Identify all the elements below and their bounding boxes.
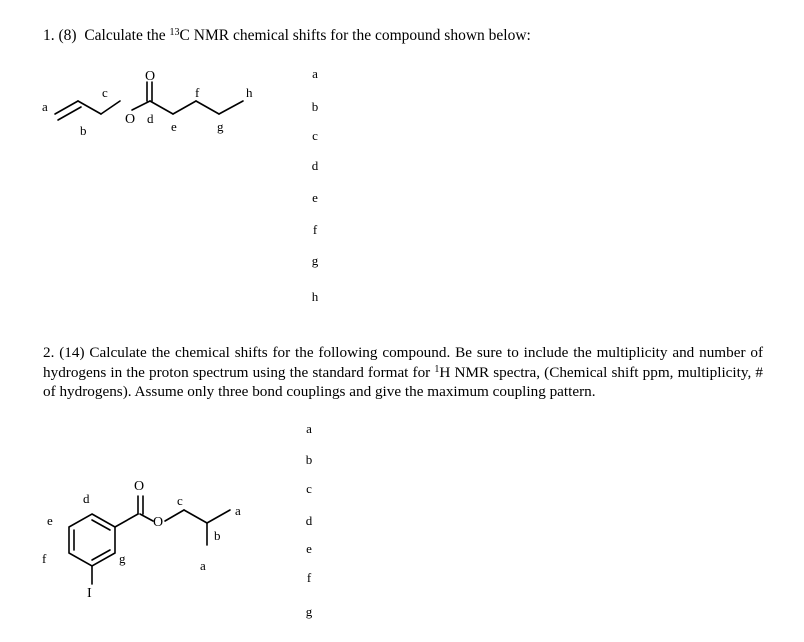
mol2-label-e: e — [47, 513, 53, 528]
mol1-label-c: c — [102, 85, 108, 100]
question-2-isotope: 1 — [434, 363, 440, 375]
question-1-number: 1. — [43, 27, 55, 44]
q2-answer-label-f: f — [306, 570, 312, 585]
mol1-bond-e-f — [173, 101, 196, 114]
molecule-2-structure — [69, 496, 230, 584]
mol1-label-f: f — [195, 85, 200, 100]
mol2-bond-C-O — [140, 514, 153, 521]
mol1-bond-f-g — [196, 101, 219, 114]
mol2-benzene-ring — [69, 514, 115, 566]
mol1-bond-O-d — [132, 101, 150, 110]
q1-answer-label-h: h — [311, 289, 319, 304]
q1-answer-label-e: e — [312, 190, 318, 205]
mol2-label-f: f — [42, 551, 47, 566]
mol2-label-c: c — [177, 493, 183, 508]
mol2-label-b: b — [214, 528, 221, 543]
question-2-prompt — [43, 343, 763, 402]
question-1-points: (8) — [58, 27, 77, 44]
question-1-text-end: C NMR chemical shifts for the compound shown below: — [179, 27, 531, 44]
q1-answer-label-f: f — [312, 222, 318, 237]
q2-answer-label-e: e — [306, 541, 312, 556]
mol2-ring-double-3 — [92, 550, 110, 560]
question-2-text-end: H NMR spectra, (Chemical shift ppm, multiplicity, # of hydrogens). Assume only three bond couplings and give the maximum coupling pattern. — [43, 363, 763, 400]
mol1-bond-a-b-double — [58, 107, 81, 120]
q2-answer-label-d: d — [305, 513, 313, 528]
q1-answer-label-a: a — [312, 66, 318, 81]
mol2-bond-c-b — [184, 510, 207, 523]
q1-answer-label-b: b — [311, 99, 319, 114]
mol2-atom-ester-oxygen: O — [153, 515, 164, 530]
mol1-label-b: b — [80, 123, 87, 138]
mol1-label-d: d — [147, 111, 154, 126]
q2-answer-label-c: c — [306, 481, 312, 496]
mol2-bond-b-a1 — [207, 510, 230, 523]
mol2-bond-ring-CH2 — [115, 514, 138, 527]
question-2-points: (14) — [59, 344, 85, 361]
mol1-bond-a-b — [55, 101, 78, 114]
question-2-number: 2. — [43, 344, 55, 361]
question-1-isotope: 13 — [169, 27, 180, 38]
mol1-bond-c-O — [101, 101, 120, 114]
question-1-text-start: Calculate the — [84, 27, 170, 44]
mol1-label-e: e — [171, 119, 177, 134]
mol2-label-g: g — [119, 551, 126, 566]
question-2-text-start: Calculate the chemical shifts for the following compound. Be sure to include the multiplicity and number of hydrogens in the proton spectrum using the standard format for — [43, 344, 764, 381]
q1-answer-label-d: d — [311, 158, 319, 173]
mol1-bond-g-h — [219, 101, 243, 114]
mol1-label-g: g — [217, 119, 224, 134]
mol2-bond-O-c — [165, 510, 184, 521]
mol1-label-a: a — [42, 99, 48, 114]
mol1-atom-ester-oxygen: O — [125, 112, 136, 127]
mol2-label-a-right: a — [235, 503, 241, 518]
q2-answer-label-b: b — [305, 452, 313, 467]
mol2-ring-double-1 — [92, 520, 110, 530]
q2-answer-label-g: g — [305, 604, 313, 619]
q1-answer-label-g: g — [311, 253, 319, 268]
mol2-label-d: d — [83, 491, 90, 506]
mol1-label-h: h — [246, 85, 253, 100]
mol2-label-a-lower: a — [200, 558, 206, 573]
mol2-atom-carbonyl-oxygen: O — [134, 479, 145, 494]
q1-answer-label-c: c — [312, 128, 318, 143]
q2-answer-label-a: a — [306, 421, 312, 436]
mol1-atom-carbonyl-oxygen: O — [145, 69, 156, 84]
mol2-atom-iodine: I — [87, 586, 92, 601]
